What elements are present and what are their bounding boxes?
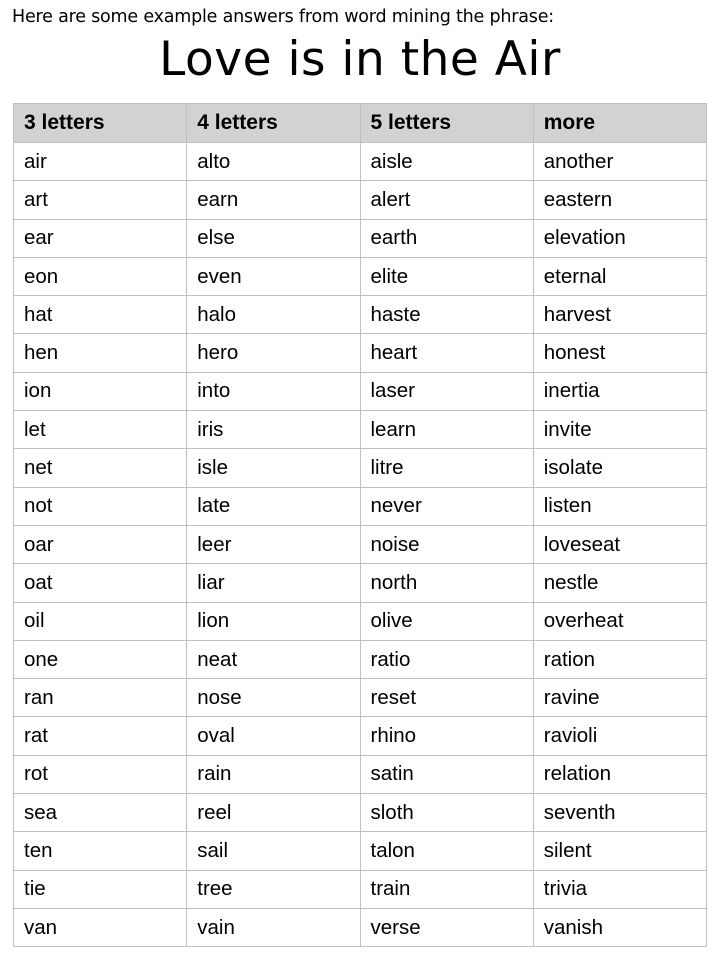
table-cell-4-letters: rain bbox=[187, 755, 360, 793]
table-cell-more: eternal bbox=[533, 257, 706, 295]
table-row bbox=[14, 449, 707, 487]
table-cell-4-letters: earn bbox=[187, 181, 360, 219]
table-cell-3-letters: art bbox=[14, 181, 187, 219]
table-cell-4-letters: reel bbox=[187, 794, 360, 832]
table-cell-more: another bbox=[533, 143, 706, 181]
table-cell-more: seventh bbox=[533, 794, 706, 832]
table-cell-3-letters: ten bbox=[14, 832, 187, 870]
table-cell-4-letters: late bbox=[187, 487, 360, 525]
table-row bbox=[14, 143, 707, 181]
table-cell-5-letters: haste bbox=[360, 296, 533, 334]
table-cell-5-letters: verse bbox=[360, 908, 533, 946]
table-cell-3-letters: ion bbox=[14, 372, 187, 410]
table-cell-3-letters: hat bbox=[14, 296, 187, 334]
table-row bbox=[14, 717, 707, 755]
table-cell-3-letters: hen bbox=[14, 334, 187, 372]
table-cell-more: ravine bbox=[533, 679, 706, 717]
table-cell-4-letters: iris bbox=[187, 411, 360, 449]
table-cell-5-letters: heart bbox=[360, 334, 533, 372]
table-row bbox=[14, 832, 707, 870]
table-cell-3-letters: ear bbox=[14, 219, 187, 257]
table-cell-4-letters: sail bbox=[187, 832, 360, 870]
table-cell-5-letters: reset bbox=[360, 679, 533, 717]
table-cell-4-letters: tree bbox=[187, 870, 360, 908]
table-row bbox=[14, 908, 707, 946]
table-cell-4-letters: oval bbox=[187, 717, 360, 755]
table-cell-more: overheat bbox=[533, 602, 706, 640]
table-cell-5-letters: earth bbox=[360, 219, 533, 257]
table-row bbox=[14, 411, 707, 449]
table-cell-5-letters: olive bbox=[360, 602, 533, 640]
table-cell-3-letters: eon bbox=[14, 257, 187, 295]
table-cell-4-letters: even bbox=[187, 257, 360, 295]
table-row bbox=[14, 870, 707, 908]
table-cell-5-letters: never bbox=[360, 487, 533, 525]
table-cell-4-letters: vain bbox=[187, 908, 360, 946]
column-header-5-letters: 5 letters bbox=[360, 104, 533, 143]
table-cell-3-letters: let bbox=[14, 411, 187, 449]
table-cell-5-letters: sloth bbox=[360, 794, 533, 832]
table-cell-5-letters: north bbox=[360, 564, 533, 602]
table-row bbox=[14, 334, 707, 372]
table-cell-more: trivia bbox=[533, 870, 706, 908]
table-cell-more: harvest bbox=[533, 296, 706, 334]
table-cell-more: isolate bbox=[533, 449, 706, 487]
table-cell-5-letters: alert bbox=[360, 181, 533, 219]
table-row bbox=[14, 794, 707, 832]
table-cell-more: nestle bbox=[533, 564, 706, 602]
table-cell-more: eastern bbox=[533, 181, 706, 219]
table-cell-more: inertia bbox=[533, 372, 706, 410]
table-row bbox=[14, 372, 707, 410]
table-cell-4-letters: else bbox=[187, 219, 360, 257]
table-row bbox=[14, 755, 707, 793]
word-table bbox=[13, 103, 707, 947]
table-cell-3-letters: rat bbox=[14, 717, 187, 755]
table-cell-5-letters: ratio bbox=[360, 640, 533, 678]
table-cell-4-letters: into bbox=[187, 372, 360, 410]
table-cell-more: ration bbox=[533, 640, 706, 678]
table-cell-3-letters: sea bbox=[14, 794, 187, 832]
table-cell-more: invite bbox=[533, 411, 706, 449]
table-row bbox=[14, 564, 707, 602]
table-cell-more: relation bbox=[533, 755, 706, 793]
column-header-3-letters: 3 letters bbox=[14, 104, 187, 143]
table-cell-3-letters: net bbox=[14, 449, 187, 487]
intro-text: Here are some example answers from word mining the phrase: bbox=[12, 7, 554, 27]
table-cell-3-letters: one bbox=[14, 640, 187, 678]
table-cell-4-letters: leer bbox=[187, 525, 360, 563]
table-row bbox=[14, 525, 707, 563]
table-cell-more: elevation bbox=[533, 219, 706, 257]
table-cell-5-letters: talon bbox=[360, 832, 533, 870]
page-title: Love is in the Air bbox=[159, 32, 561, 87]
column-header-4-letters: 4 letters bbox=[187, 104, 360, 143]
table-row bbox=[14, 181, 707, 219]
table-cell-3-letters: rot bbox=[14, 755, 187, 793]
table-cell-3-letters: oat bbox=[14, 564, 187, 602]
table-cell-5-letters: satin bbox=[360, 755, 533, 793]
table-header-row bbox=[14, 104, 707, 143]
table-cell-4-letters: alto bbox=[187, 143, 360, 181]
table-cell-more: listen bbox=[533, 487, 706, 525]
table-cell-5-letters: noise bbox=[360, 525, 533, 563]
table-cell-5-letters: learn bbox=[360, 411, 533, 449]
table-row bbox=[14, 219, 707, 257]
table-cell-3-letters: not bbox=[14, 487, 187, 525]
table-row bbox=[14, 679, 707, 717]
table-cell-5-letters: litre bbox=[360, 449, 533, 487]
table-cell-3-letters: ran bbox=[14, 679, 187, 717]
table-row bbox=[14, 487, 707, 525]
table-cell-5-letters: aisle bbox=[360, 143, 533, 181]
table-cell-3-letters: tie bbox=[14, 870, 187, 908]
table-cell-more: silent bbox=[533, 832, 706, 870]
table-cell-more: loveseat bbox=[533, 525, 706, 563]
table-row bbox=[14, 602, 707, 640]
table-cell-5-letters: elite bbox=[360, 257, 533, 295]
table-cell-more: honest bbox=[533, 334, 706, 372]
table-cell-4-letters: neat bbox=[187, 640, 360, 678]
table-cell-more: ravioli bbox=[533, 717, 706, 755]
table-cell-4-letters: nose bbox=[187, 679, 360, 717]
table-cell-4-letters: lion bbox=[187, 602, 360, 640]
table-cell-5-letters: train bbox=[360, 870, 533, 908]
table-cell-3-letters: air bbox=[14, 143, 187, 181]
table-body bbox=[14, 143, 707, 947]
table-row bbox=[14, 257, 707, 295]
table-cell-4-letters: hero bbox=[187, 334, 360, 372]
table-cell-3-letters: van bbox=[14, 908, 187, 946]
table-row bbox=[14, 296, 707, 334]
table-cell-4-letters: halo bbox=[187, 296, 360, 334]
table-cell-4-letters: liar bbox=[187, 564, 360, 602]
table-cell-3-letters: oar bbox=[14, 525, 187, 563]
table-cell-5-letters: laser bbox=[360, 372, 533, 410]
table-cell-more: vanish bbox=[533, 908, 706, 946]
table-cell-5-letters: rhino bbox=[360, 717, 533, 755]
table-row bbox=[14, 640, 707, 678]
table-cell-3-letters: oil bbox=[14, 602, 187, 640]
table-cell-4-letters: isle bbox=[187, 449, 360, 487]
column-header-more: more bbox=[533, 104, 706, 143]
